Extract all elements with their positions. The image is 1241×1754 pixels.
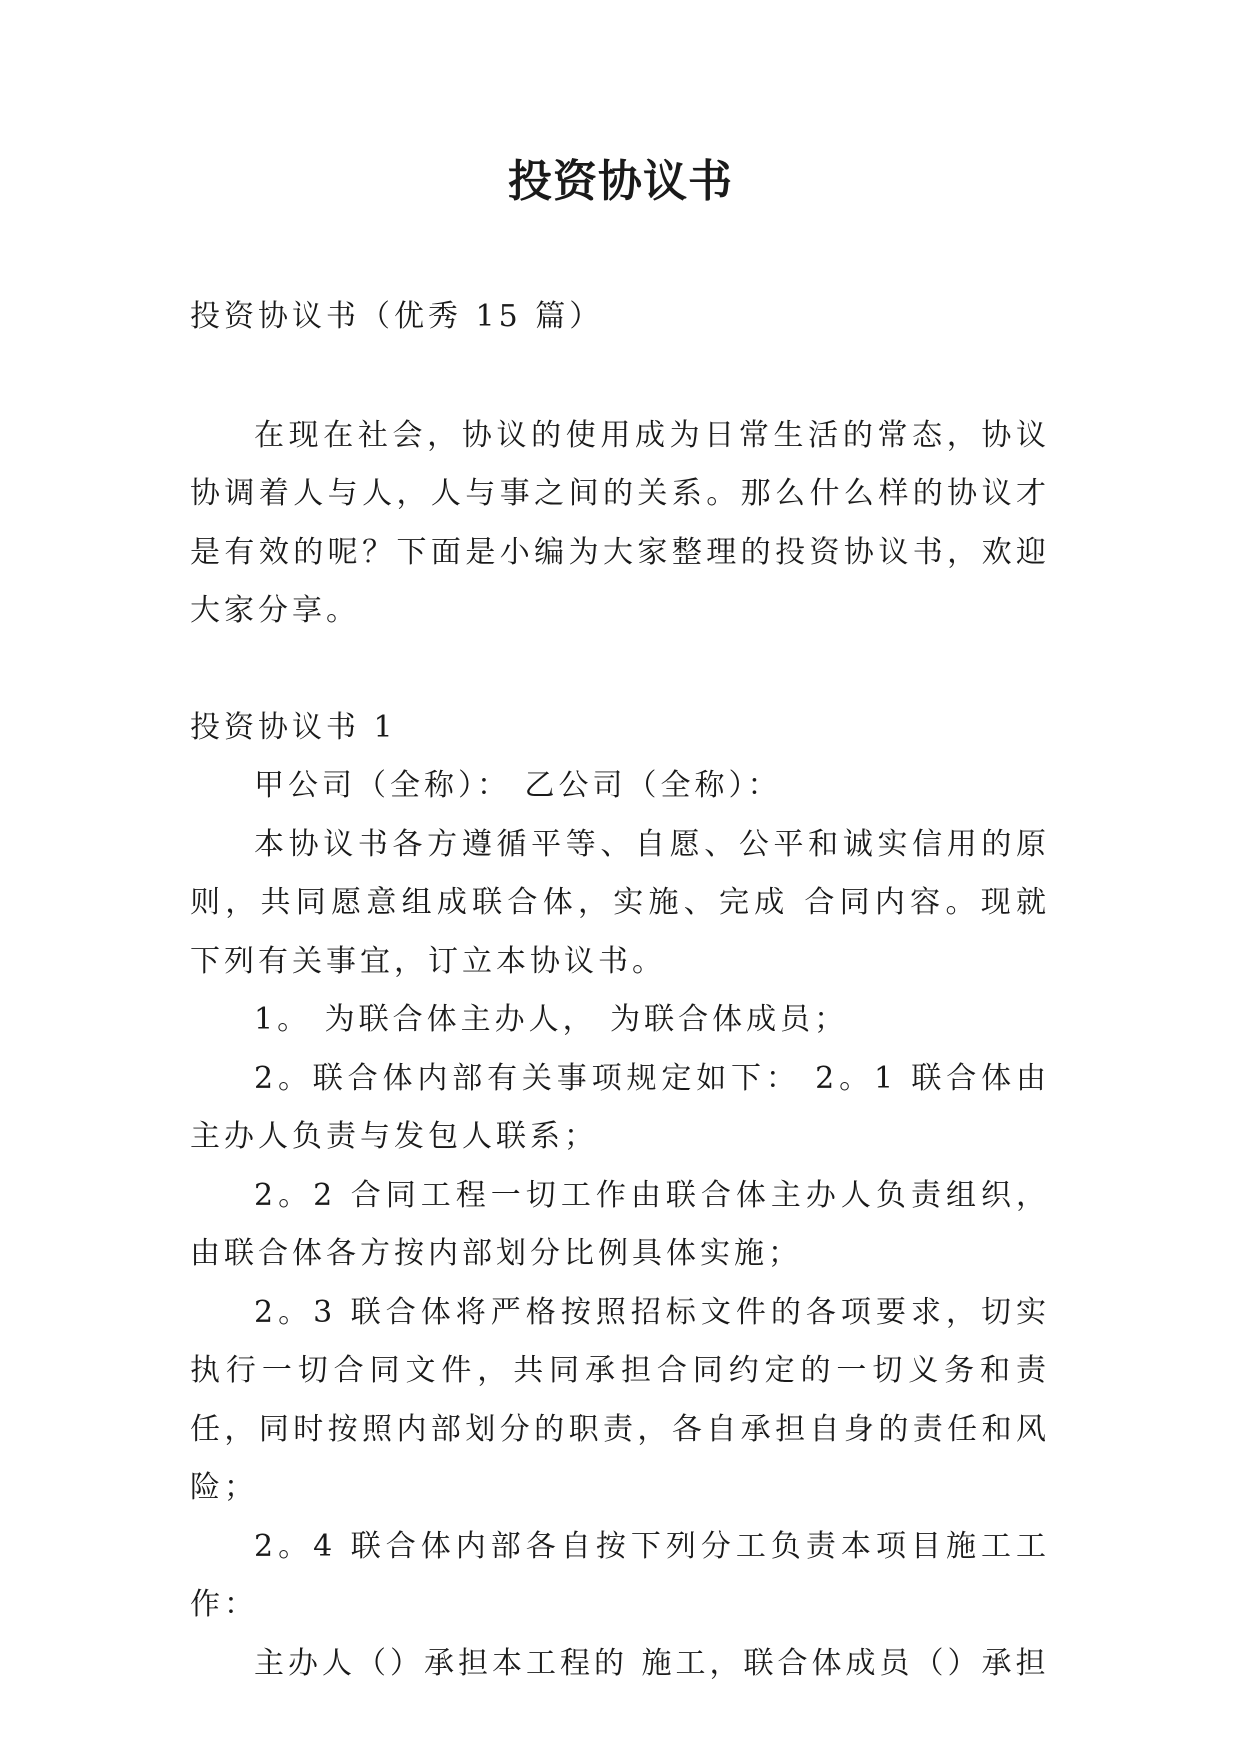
document-title: 投资协议书 (508, 156, 733, 207)
section-heading: 投资协议书 1 (190, 709, 397, 745)
document-subtitle: 投资协议书（优秀 15 篇） (190, 299, 604, 334)
agreement-paragraph: 本协议书各方遵循平等、自愿、公平和诚实信用的原则，共同愿意组成联合体，实施、完成 合同内容。现就下列有关事宜，订立本协议书。 (190, 826, 1050, 979)
clause-2-2: 2。2 合同工程一切工作由联合体主办人负责组织，由联合体各方按内部划分比例具体实施； (190, 1177, 1050, 1271)
clause-2-3: 2。3 联合体将严格按照招标文件的各项要求，切实执行一切合同文件，共同承担合同约定的一切义务和责任，同时按照内部划分的职责，各自承担自身的责任和风险； (190, 1294, 1050, 1505)
party-line: 甲公司（全称）： 乙公司（全称）： (254, 768, 782, 803)
clause-2-4-detail: 主办人（）承担本工程的 施工，联合体成员（）承担 (254, 1645, 1050, 1681)
intro-paragraph: 在现在社会，协议的使用成为日常生活的常态，协议协调着人与人，人与事之间的关系。那么什么样的协议才是有效的呢？下面是小编为大家整理的投资协议书，欢迎大家分享。 (190, 417, 1050, 628)
document-body (190, 288, 1050, 1693)
clause-2-4: 2。4 联合体内部各自按下列分工负责本项目施工工作： (190, 1528, 1050, 1622)
clause-1: 1。 为联合体主办人， 为联合体成员； (254, 1002, 849, 1037)
clause-2: 2。联合体内部有关事项规定如下： 2。1 联合体由主办人负责与发包人联系； (190, 1060, 1050, 1154)
